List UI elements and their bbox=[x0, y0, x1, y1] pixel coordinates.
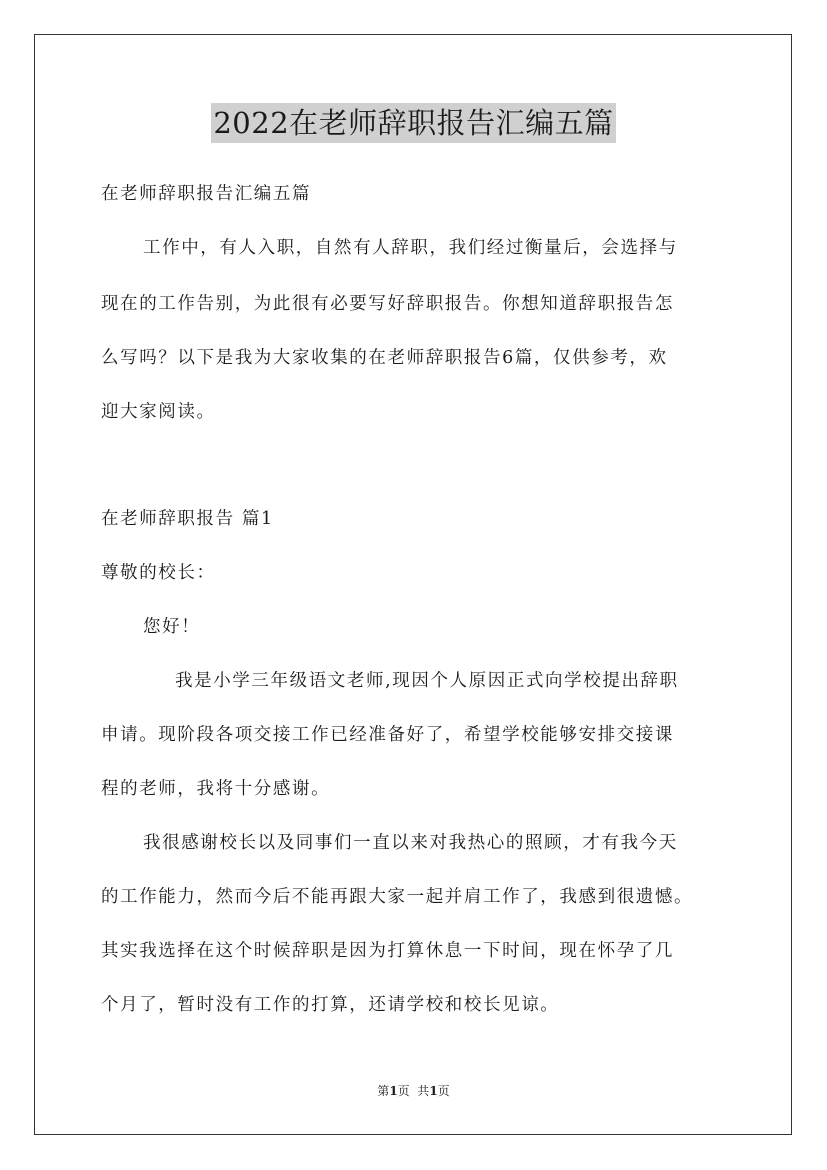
footer-suffix: 页 bbox=[437, 1084, 450, 1098]
salutation: 尊敬的校长： bbox=[101, 563, 216, 583]
para1-line-3: 程的老师，我将十分感谢。 bbox=[101, 779, 331, 799]
para1-line-2: 申请。现阶段各项交接工作已经准备好了，希望学校能够安排交接课 bbox=[101, 725, 674, 745]
intro-line-3: 么写吗？以下是我为大家收集的在老师辞职报告6篇，仅供参考，欢 bbox=[101, 348, 668, 368]
para1-line-1: 我是小学三年级语文老师,现因个人原因正式向学校提出辞职 bbox=[175, 671, 679, 691]
footer-page-total: 1 bbox=[429, 1084, 438, 1098]
footer-page-current: 1 bbox=[389, 1084, 398, 1098]
title-container bbox=[0, 103, 827, 143]
footer-prefix: 第 bbox=[377, 1084, 390, 1098]
section-heading: 在老师辞职报告 篇1 bbox=[101, 509, 274, 529]
para2-line-4: 个月了，暂时没有工作的打算，还请学校和校长见谅。 bbox=[101, 995, 560, 1015]
page-footer bbox=[0, 1083, 827, 1099]
greeting: 您好！ bbox=[143, 617, 201, 637]
para2-line-2: 的工作能力，然而今后不能再跟大家一起并肩工作了，我感到很遗憾。 bbox=[101, 887, 694, 907]
intro-line-1: 工作中，有人入职，自然有人辞职，我们经过衡量后，会选择与 bbox=[143, 238, 678, 258]
footer-mid: 页 共 bbox=[397, 1084, 430, 1098]
intro-line-2: 现在的工作告别，为此很有必要写好辞职报告。你想知道辞职报告怎 bbox=[101, 294, 674, 314]
intro-line-4: 迎大家阅读。 bbox=[101, 402, 216, 422]
para2-line-1: 我很感谢校长以及同事们一直以来对我热心的照顾，才有我今天 bbox=[143, 833, 678, 853]
document-title: 2022在老师辞职报告汇编五篇 bbox=[211, 103, 615, 143]
document-subtitle: 在老师辞职报告汇编五篇 bbox=[101, 184, 312, 204]
para2-line-3: 其实我选择在这个时候辞职是因为打算休息一下时间，现在怀孕了几 bbox=[101, 941, 674, 961]
